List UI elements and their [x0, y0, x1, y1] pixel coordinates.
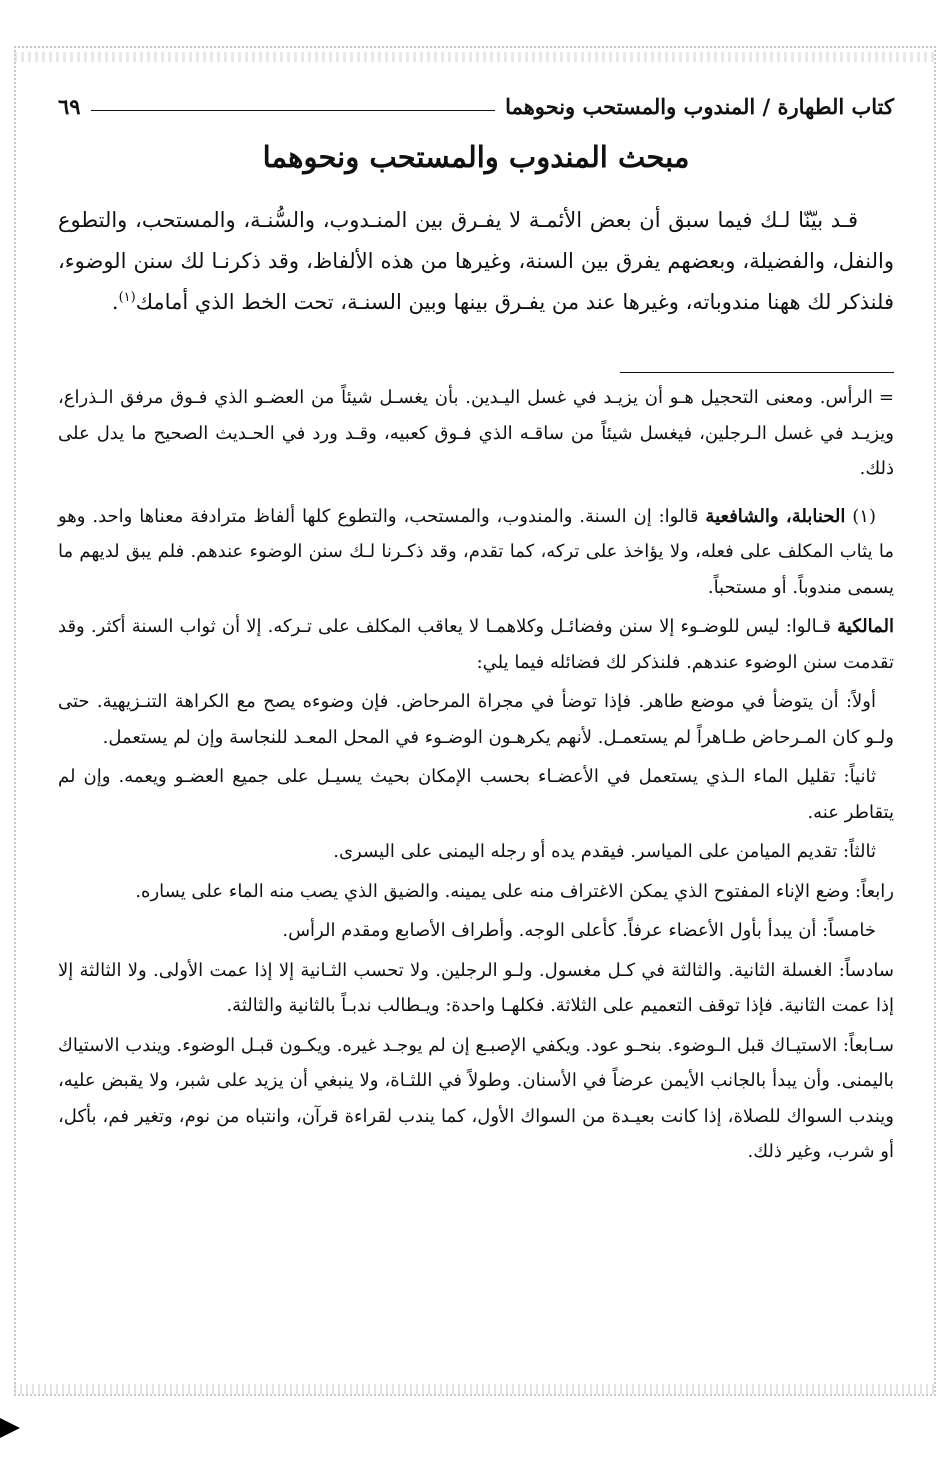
footnote-reference[interactable]: (١) [118, 290, 136, 305]
header-rule [91, 110, 496, 111]
list-item: خامساً: أن يبدأ بأول الأعضاء عرفاً. كأعلى الوجه. وأطراف الأصابع ومقدم الرأس. [282, 920, 876, 941]
footnote-continuation [58, 380, 894, 487]
list-item: ثالثاً: تقديم الميامن على المياسر. فيقدم يده أو رجله اليمنى على اليسرى. [333, 841, 876, 862]
section-title: مبحث المندوب والمستحب ونحوهما [262, 140, 690, 174]
list-item: رابعاً: وضع الإناء المفتوح الذي يمكن الاغتراف منه على يمينه. والضيق الذي يصب منه الماء على يساره. [135, 880, 894, 902]
intro-end: . [111, 290, 119, 314]
maliki-text: قـالوا: ليس للوضـوء إلا سنن وفضائـل وكلاهمـا لا يعاقب المكلف على تـركه. إلا أن ثواب السنة أكثر. وقد تقدمت سنن الوضوء عندهم. فلنذكر لك فضائله فيما يلي: [58, 616, 894, 673]
scan-noise-bottom [14, 1384, 936, 1394]
list-item: ثانياً: تقليل الماء الـذي يستعمل في الأعضـاء بحسب الإمكان بحيث يسيـل على جميع العضـو ويعمه. وإن لم يتقاطر عنه. [58, 766, 894, 823]
footnotes [58, 380, 894, 1174]
running-title: كتاب الطهارة / المندوب والمستحب ونحوهما [505, 93, 894, 119]
list-item: أولاً: أن يتوضأ في موضع طاهر. فإذا توضأ في مجراة المرحاض. فإن وضوءه يصح مع الكراهة التنـزيهية. حتى ولـو كان المـرحاض طـاهراً لم يستعمـل. لأنهم يكرهـون الوضـوء في المحل المعـد للنجاسة وإن لم يستعمل. [58, 691, 894, 748]
list-item: سـابعاً: الاستيـاك قبل الـوضوء. بنحـو عود. ويكفي الإصبـع إن لم يوجـد غيره. ويكـون قبـل الوضوء. ويندب الاستياك باليمنى. وأن يبدأ بالجانب الأيمن عرضاً في الأسنان. وطولاً في اللثـاة، ولا ينبغي أن يزيد على شبر، ولا يقبض عليه، ويندب السواك للصلاة، إذا كانت بعيـدة من السواك الأول، كما يندب لقراءة قرآن، وانتباه من نوم، وتغير فم، بأكل، أو شرب، وغير ذلك. [58, 1034, 894, 1162]
page-number: ٦٩ [58, 93, 81, 119]
continuation-mark: = [878, 387, 894, 408]
page-header [58, 86, 894, 126]
intro-paragraph [58, 200, 894, 323]
footnote-1 [58, 499, 894, 606]
footnote-1-marker: (١) [852, 505, 876, 527]
continuation-text: الرأس. ومعنى التحجيل هـو أن يزيـد في غسل اليـدين. بأن يغسـل شيئاً من العضـو الذي فـوق مرفق الـذراع، ويزيـد في غسل الـرجلين، فيغسل شيئاً من ساقـه الذي فـوق كعبيه، وقـد ورد في الحـديث الصحيح ما يدل على ذلك. [58, 387, 894, 479]
footnote-1-text: قالوا: إن السنة. والمندوب، والمستحب، والتطوع كلها ألفاظ مترادفة معناها واحد. وهو ما يثاب المكلف على فعله، ولا يؤاخذ على تركه، كما تقدم، وقد ذكـرنا لـك سنن الوضوء عندهم. فلم يبق لديهم ما يسمى مندوباً. أو مستحباً. [58, 505, 894, 598]
scan-noise-top [14, 52, 936, 62]
maliki-paragraph [58, 609, 894, 680]
maliki-term: المالكية [837, 616, 894, 637]
list-item: سادساً: الغسلة الثانية. والثالثة في كـل مغسول. ولـو الرجلين. ولا تحسب الثـانية إلا إذا عمت الأولى. ولا الثالثة إلا إذا عمت الثانية. فإذا توقف التعميم على الثلاثة. فكلهـا واحدة: ويـطالب ندبـاً بالثانية والثالثة. [58, 959, 894, 1016]
footnote-1-term: الحنابلة، والشافعية [705, 505, 846, 527]
page-turn-arrow-icon[interactable] [0, 1418, 20, 1438]
footnote-separator [620, 372, 894, 373]
intro-text: قـد بيّنّا لـك فيما سبق أن بعض الأئمـة لا يفـرق بين المنـدوب، والسُّنـة، والمستحب، والتطوع والنفل، والفضيلة، وبعضهم يفرق بين السنة، وغيرها من هذه الألفاظ، وقد ذكرنـا لك سنن الوضوء، فلنذكر لك ههنا مندوباته، وغيرها عند من يفـرق بينها وبين السنـة، تحت الخط الذي أمامك [58, 208, 894, 314]
